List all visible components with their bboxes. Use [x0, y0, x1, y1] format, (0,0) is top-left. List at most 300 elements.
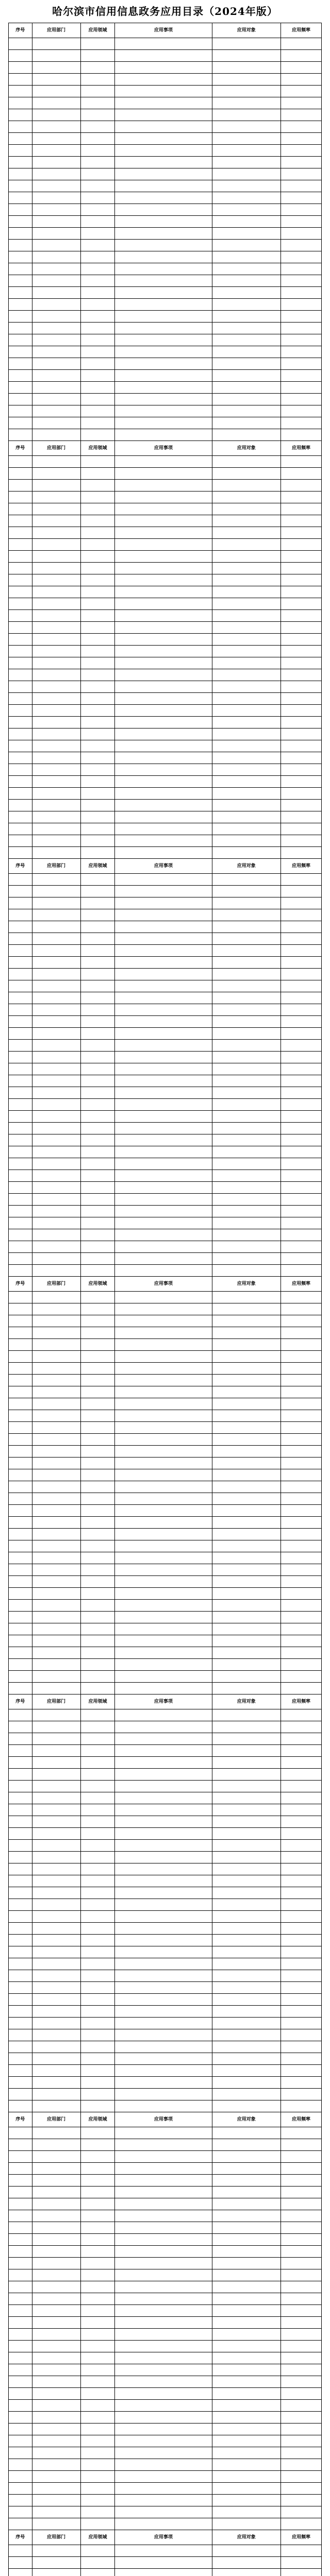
table-cell — [212, 2006, 281, 2018]
table-cell — [80, 1863, 115, 1875]
table-cell — [212, 492, 281, 503]
table-cell — [9, 2018, 32, 2029]
table-cell — [9, 1505, 32, 1517]
column-header: 应用领域 — [80, 2530, 115, 2545]
table-cell — [115, 1398, 212, 1410]
table-row — [9, 2352, 322, 2364]
table-cell — [9, 957, 32, 969]
table-cell — [115, 157, 212, 168]
table-row — [9, 527, 322, 539]
table-row — [9, 1469, 322, 1481]
table-header-row — [9, 23, 322, 38]
table-row — [9, 1517, 322, 1529]
column-header: 序号 — [9, 1694, 32, 1709]
table-cell — [212, 2341, 281, 2352]
table-cell — [281, 2317, 322, 2329]
table-cell — [9, 921, 32, 933]
table-cell — [32, 1647, 80, 1659]
table-cell — [281, 1505, 322, 1517]
table-cell — [80, 2424, 115, 2435]
table-cell — [32, 1134, 80, 1146]
table-cell — [281, 2269, 322, 2281]
table-cell — [9, 2305, 32, 2317]
table-cell — [115, 1040, 212, 1052]
table-cell — [212, 657, 281, 669]
table-row — [9, 1217, 322, 1229]
table-cell — [32, 2041, 80, 2053]
table-row — [9, 788, 322, 800]
table-cell — [212, 752, 281, 764]
table-row — [9, 969, 322, 980]
table-cell — [281, 1315, 322, 1327]
table-cell — [32, 1804, 80, 1816]
table-cell — [115, 323, 212, 334]
table-cell — [80, 370, 115, 382]
table-cell — [281, 2187, 322, 2198]
table-cell — [32, 2506, 80, 2518]
table-cell — [9, 874, 32, 886]
table-row — [9, 1840, 322, 1852]
table-cell — [32, 2388, 80, 2400]
table-cell — [115, 764, 212, 776]
table-row — [9, 1363, 322, 1375]
table-cell — [212, 2388, 281, 2400]
table-cell — [9, 1958, 32, 1970]
table-cell — [80, 1241, 115, 1253]
table-cell — [9, 539, 32, 551]
table-cell — [212, 50, 281, 62]
table-cell — [80, 1576, 115, 1588]
table-cell — [212, 2198, 281, 2210]
table-cell — [80, 669, 115, 681]
table-cell — [80, 1994, 115, 2006]
table-cell — [115, 74, 212, 86]
table-row — [9, 2246, 322, 2258]
table-cell — [80, 86, 115, 97]
table-cell — [281, 693, 322, 705]
table-cell — [80, 1410, 115, 1422]
table-cell — [281, 1146, 322, 1158]
table-cell — [115, 1087, 212, 1099]
table-cell — [281, 358, 322, 370]
table-cell — [80, 1623, 115, 1635]
table-row — [9, 1659, 322, 1671]
table-row — [9, 251, 322, 263]
table-cell — [212, 1075, 281, 1087]
table-cell — [32, 74, 80, 86]
table-cell — [212, 2424, 281, 2435]
table-cell — [80, 2329, 115, 2341]
table-cell — [115, 1111, 212, 1123]
table-cell — [32, 1111, 80, 1123]
table-cell — [281, 1804, 322, 1816]
table-cell — [212, 1887, 281, 1899]
table-cell — [32, 945, 80, 957]
table-cell — [32, 251, 80, 263]
table-cell — [115, 38, 212, 50]
table-cell — [115, 1875, 212, 1887]
table-cell — [212, 405, 281, 417]
table-cell — [115, 62, 212, 74]
table-cell — [115, 468, 212, 480]
table-cell — [9, 2065, 32, 2077]
table-cell — [115, 2388, 212, 2400]
table-cell — [9, 1517, 32, 1529]
table-cell — [80, 1016, 115, 1028]
table-row — [9, 1887, 322, 1899]
table-cell — [212, 2041, 281, 2053]
table-cell — [9, 1327, 32, 1339]
table-cell — [32, 394, 80, 405]
table-row — [9, 1529, 322, 1540]
table-cell — [80, 527, 115, 539]
table-cell — [281, 1911, 322, 1923]
table-row — [9, 382, 322, 394]
table-cell — [281, 1398, 322, 1410]
table-cell — [281, 86, 322, 97]
table-cell — [80, 1182, 115, 1194]
table-row — [9, 1087, 322, 1099]
table-cell — [80, 586, 115, 598]
table-cell — [80, 2246, 115, 2258]
table-cell — [115, 2364, 212, 2376]
table-cell — [80, 835, 115, 847]
table-row — [9, 2364, 322, 2376]
table-cell — [80, 1733, 115, 1745]
table-row — [9, 121, 322, 133]
table-cell — [281, 1241, 322, 1253]
table-cell — [115, 1481, 212, 1493]
table-cell — [212, 1576, 281, 1588]
table-cell — [32, 1709, 80, 1721]
column-header: 应用对象 — [212, 23, 281, 38]
table-cell — [281, 1363, 322, 1375]
table-cell — [212, 2175, 281, 2187]
table-cell — [281, 634, 322, 646]
table-row — [9, 2447, 322, 2459]
table-cell — [115, 168, 212, 180]
table-cell — [32, 1241, 80, 1253]
table-cell — [32, 1852, 80, 1863]
table-cell — [80, 705, 115, 717]
table-cell — [281, 752, 322, 764]
table-cell — [80, 634, 115, 646]
table-cell — [80, 2341, 115, 2352]
table-cell — [212, 192, 281, 204]
table-cell — [281, 1733, 322, 1745]
table-header-row — [9, 859, 322, 874]
table-cell — [115, 1241, 212, 1253]
table-cell — [281, 2175, 322, 2187]
table-cell — [115, 1182, 212, 1194]
table-row — [9, 2151, 322, 2163]
table-cell — [9, 657, 32, 669]
table-cell — [115, 275, 212, 287]
table-cell — [9, 574, 32, 586]
table-row — [9, 2471, 322, 2483]
table-cell — [281, 468, 322, 480]
table-cell — [9, 717, 32, 728]
table-row — [9, 168, 322, 180]
table-cell — [9, 2053, 32, 2065]
table-row — [9, 2198, 322, 2210]
table-cell — [80, 764, 115, 776]
table-cell — [115, 1683, 212, 1694]
table-cell — [115, 334, 212, 346]
table-cell — [9, 1792, 32, 1804]
table-cell — [9, 728, 32, 740]
table-cell — [80, 874, 115, 886]
table-cell — [9, 1863, 32, 1875]
table-cell — [115, 1158, 212, 1170]
table-cell — [32, 527, 80, 539]
table-cell — [32, 1923, 80, 1935]
table-cell — [9, 2364, 32, 2376]
table-cell — [212, 539, 281, 551]
table-cell — [212, 1899, 281, 1911]
table-row — [9, 1458, 322, 1469]
table-cell — [80, 1517, 115, 1529]
table-cell — [212, 1063, 281, 1075]
table-cell — [281, 921, 322, 933]
table-cell — [115, 693, 212, 705]
table-cell — [9, 1052, 32, 1063]
column-header: 应用部门 — [32, 441, 80, 456]
table-cell — [80, 788, 115, 800]
table-cell — [9, 382, 32, 394]
table-row — [9, 2281, 322, 2293]
table-cell — [281, 1982, 322, 1994]
table-cell — [212, 728, 281, 740]
table-row — [9, 157, 322, 168]
table-row — [9, 1422, 322, 1434]
table-cell — [212, 1099, 281, 1111]
table-cell — [32, 1958, 80, 1970]
table-cell — [281, 1781, 322, 1792]
table-cell — [9, 2317, 32, 2329]
column-header: 应用频率 — [281, 1694, 322, 1709]
table-cell — [9, 1099, 32, 1111]
table-row — [9, 97, 322, 109]
table-cell — [80, 2483, 115, 2495]
table-cell — [212, 370, 281, 382]
table-cell — [9, 334, 32, 346]
table-cell — [212, 1935, 281, 1946]
table-cell — [9, 38, 32, 50]
table-row — [9, 1982, 322, 1994]
table-row — [9, 551, 322, 563]
table-cell — [115, 586, 212, 598]
table-row — [9, 204, 322, 216]
table-row — [9, 503, 322, 515]
table-cell — [212, 933, 281, 945]
table-cell — [115, 1994, 212, 2006]
table-cell — [281, 717, 322, 728]
table-cell — [115, 1946, 212, 1958]
table-cell — [212, 2151, 281, 2163]
table-cell — [212, 168, 281, 180]
table-cell — [32, 2447, 80, 2459]
table-cell — [32, 1063, 80, 1075]
table-row — [9, 1123, 322, 1134]
table-cell — [212, 2029, 281, 2041]
table-cell — [281, 705, 322, 717]
table-cell — [32, 2210, 80, 2222]
table-cell — [9, 2569, 32, 2576]
table-row — [9, 563, 322, 574]
table-cell — [115, 2293, 212, 2305]
table-cell — [32, 1946, 80, 1958]
column-header: 应用对象 — [212, 2112, 281, 2127]
table-cell — [32, 992, 80, 1004]
table-cell — [212, 1946, 281, 1958]
table-cell — [212, 2569, 281, 2576]
table-row — [9, 1635, 322, 1647]
table-cell — [80, 145, 115, 157]
table-cell — [212, 2293, 281, 2305]
table-cell — [212, 287, 281, 299]
table-cell — [281, 1852, 322, 1863]
table-cell — [9, 610, 32, 622]
table-cell — [212, 2495, 281, 2506]
table-cell — [32, 1123, 80, 1134]
table-cell — [212, 1363, 281, 1375]
table-cell — [32, 2006, 80, 2018]
column-header: 应用对象 — [212, 859, 281, 874]
table-row — [9, 657, 322, 669]
table-cell — [115, 2029, 212, 2041]
table-cell — [115, 1170, 212, 1182]
table-row — [9, 574, 322, 586]
table-cell — [32, 1315, 80, 1327]
column-header: 应用频率 — [281, 2530, 322, 2545]
table-cell — [281, 610, 322, 622]
table-cell — [281, 776, 322, 788]
table-cell — [9, 1899, 32, 1911]
table-cell — [115, 1600, 212, 1612]
table-cell — [281, 1828, 322, 1840]
table-row — [9, 405, 322, 417]
table-cell — [212, 1529, 281, 1540]
table-cell — [281, 1206, 322, 1217]
column-header: 应用事项 — [115, 2112, 212, 2127]
table-cell — [212, 1206, 281, 1217]
table-cell — [115, 1493, 212, 1505]
table-row — [9, 2053, 322, 2065]
table-cell — [212, 2127, 281, 2139]
table-cell — [281, 574, 322, 586]
table-cell — [115, 2305, 212, 2317]
table-cell — [115, 2163, 212, 2175]
table-cell — [115, 2435, 212, 2447]
table-header-row — [9, 1694, 322, 1709]
table-row — [9, 980, 322, 992]
table-cell — [80, 417, 115, 429]
table-cell — [212, 251, 281, 263]
table-row — [9, 1265, 322, 1277]
table-cell — [80, 909, 115, 921]
table-cell — [80, 1111, 115, 1123]
table-row — [9, 2006, 322, 2018]
table-cell — [212, 1351, 281, 1363]
table-row — [9, 1875, 322, 1887]
table-cell — [80, 1422, 115, 1434]
table-cell — [281, 1994, 322, 2006]
table-cell — [212, 1481, 281, 1493]
column-header: 应用领域 — [80, 441, 115, 456]
table-cell — [115, 121, 212, 133]
table-row — [9, 1647, 322, 1659]
table-cell — [32, 133, 80, 145]
table-cell — [115, 492, 212, 503]
table-cell — [80, 216, 115, 228]
table-cell — [80, 2198, 115, 2210]
table-cell — [281, 2065, 322, 2077]
table-cell — [212, 1863, 281, 1875]
table-row — [9, 346, 322, 358]
table-cell — [80, 1564, 115, 1576]
table-cell — [281, 2376, 322, 2388]
table-cell — [115, 1099, 212, 1111]
table-cell — [80, 1982, 115, 1994]
table-cell — [80, 1253, 115, 1265]
table-row — [9, 992, 322, 1004]
table-row — [9, 823, 322, 835]
table-cell — [32, 1040, 80, 1052]
table-cell — [9, 1911, 32, 1923]
table-row — [9, 693, 322, 705]
table-row — [9, 1828, 322, 1840]
table-cell — [80, 752, 115, 764]
table-cell — [281, 1623, 322, 1635]
table-cell — [80, 1935, 115, 1946]
table-cell — [9, 1481, 32, 1493]
table-row — [9, 74, 322, 86]
table-cell — [32, 657, 80, 669]
table-cell — [80, 1958, 115, 1970]
table-cell — [80, 157, 115, 168]
table-cell — [115, 1303, 212, 1315]
table-row — [9, 1683, 322, 1694]
table-cell — [9, 2518, 32, 2530]
table-cell — [9, 323, 32, 334]
table-cell — [80, 97, 115, 109]
table-cell — [281, 180, 322, 192]
table-cell — [80, 1446, 115, 1458]
table-cell — [115, 551, 212, 563]
table-cell — [212, 1004, 281, 1016]
table-row — [9, 1292, 322, 1303]
table-cell — [115, 394, 212, 405]
table-cell — [281, 109, 322, 121]
table-cell — [32, 1781, 80, 1792]
table-cell — [9, 1709, 32, 1721]
table-cell — [32, 2495, 80, 2506]
table-cell — [80, 2187, 115, 2198]
table-cell — [32, 1899, 80, 1911]
table-cell — [80, 823, 115, 835]
table-cell — [32, 1745, 80, 1757]
table-cell — [281, 263, 322, 275]
table-cell — [9, 456, 32, 468]
table-cell — [212, 2089, 281, 2100]
table-cell — [9, 1446, 32, 1458]
table-cell — [115, 2187, 212, 2198]
table-cell — [281, 1303, 322, 1315]
table-cell — [32, 1769, 80, 1781]
table-row — [9, 2388, 322, 2400]
table-cell — [32, 752, 80, 764]
